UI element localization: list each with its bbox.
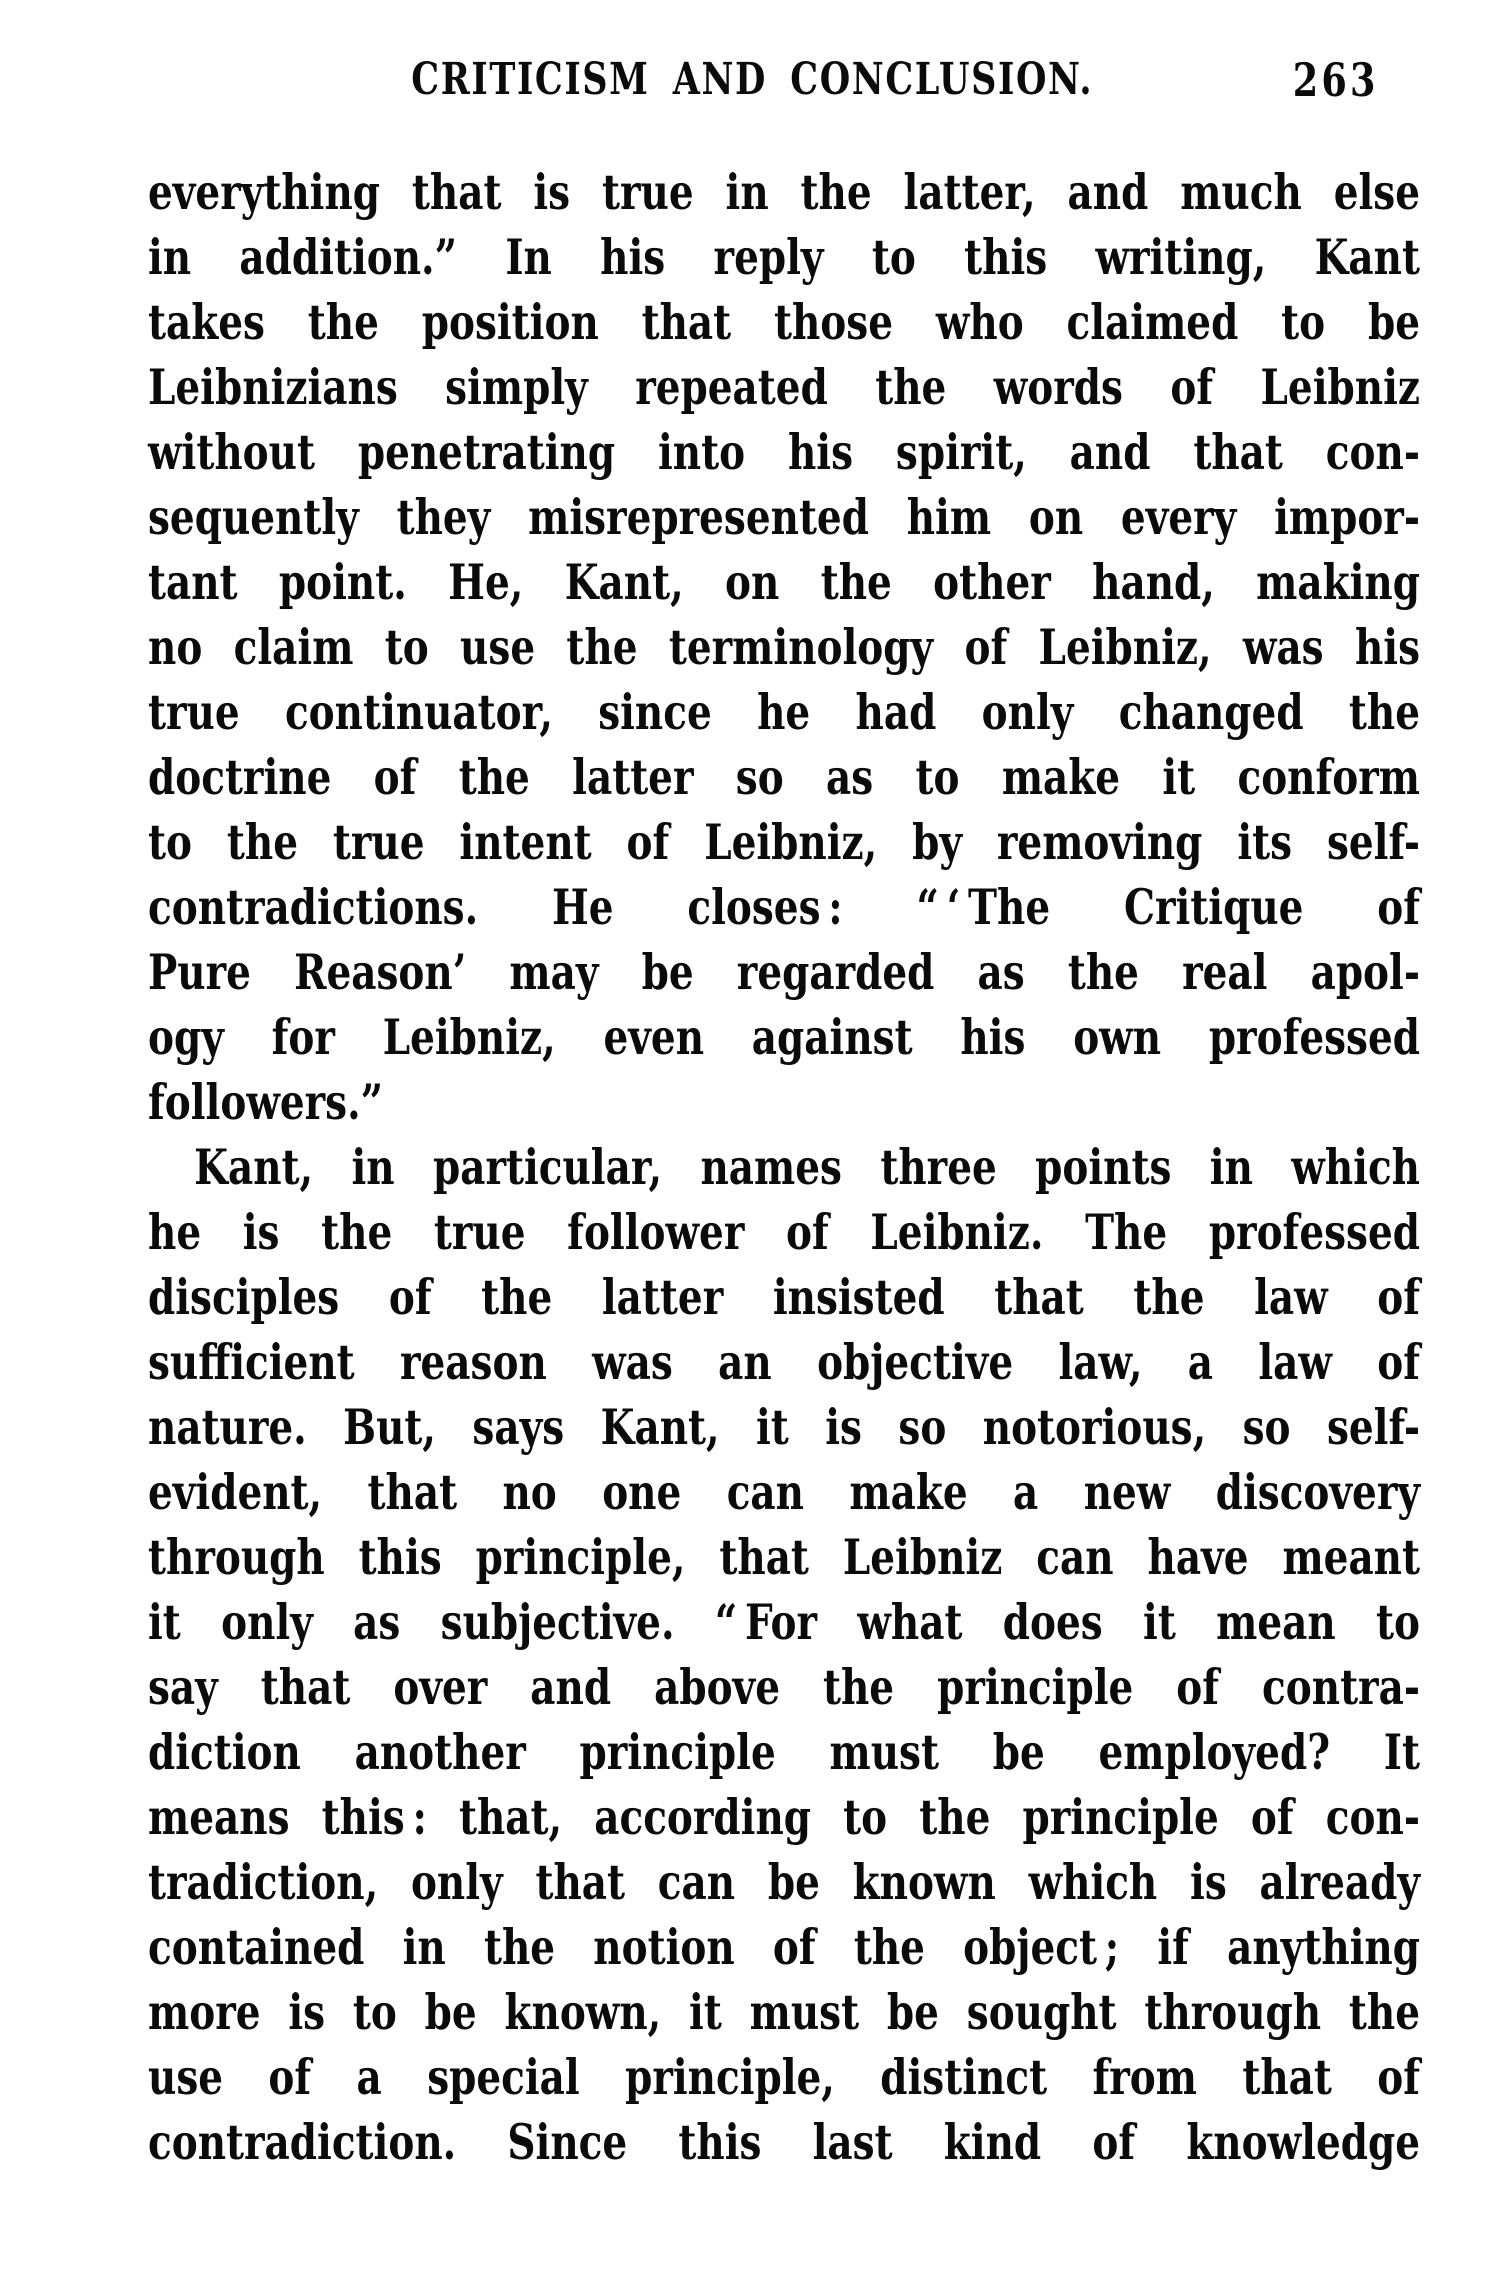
text-line: true continuator, since he had only changed the (148, 683, 1420, 741)
running-head-title: CRITICISM AND CONCLUSION. (411, 54, 1094, 105)
text-line: more is to be known, it must be sought through the (148, 1983, 1420, 2041)
page-body (148, 160, 1420, 2175)
text-line: tradiction, only that can be known which is already (148, 1853, 1420, 1911)
text-line: to the true intent of Leibniz, by removing its self- (148, 813, 1420, 871)
text-line: tant point. He, Kant, on the other hand, making (148, 553, 1420, 611)
text-line: ogy for Leibniz, even against his own professed (148, 1008, 1420, 1066)
text-line: contradiction. Since this last kind of knowledge (148, 2113, 1420, 2171)
running-header (148, 54, 1420, 110)
text-line: it only as subjective. “ For what does it mean to (148, 1593, 1420, 1651)
text-line: without penetrating into his spirit, and that con- (148, 423, 1420, 481)
text-line: contradictions. He closes : “ ‘ The Critique of (148, 878, 1420, 936)
text-line: sequently they misrepresented him on every impor- (148, 488, 1420, 546)
text-line: in addition.” In his reply to this writing, Kant (148, 228, 1420, 286)
text-line: means this : that, according to the principle of con- (148, 1788, 1420, 1846)
text-line: he is the true follower of Leibniz. The professed (148, 1203, 1420, 1261)
text-line: doctrine of the latter so as to make it conform (148, 748, 1420, 806)
paragraph-1 (148, 160, 1420, 1135)
text-line: Pure Reason’ may be regarded as the real apol- (148, 943, 1420, 1001)
text-line: Leibnizians simply repeated the words of Leibniz (148, 358, 1420, 416)
page-number: 263 (1292, 53, 1379, 107)
text-line: disciples of the latter insisted that the law of (148, 1268, 1420, 1326)
text-line: sufficient reason was an objective law, a law of (148, 1333, 1420, 1391)
text-line: say that over and above the principle of contra- (148, 1658, 1420, 1716)
text-line: evident, that no one can make a new discovery (148, 1463, 1420, 1521)
text-line: takes the position that those who claimed to be (148, 293, 1420, 351)
text-line: followers.” (148, 1073, 384, 1131)
paragraph-2 (148, 1135, 1420, 2175)
text-line: nature. But, says Kant, it is so notorious, so self- (148, 1398, 1420, 1456)
text-line: through this principle, that Leibniz can have meant (148, 1528, 1420, 1586)
text-line: everything that is true in the latter, and much else (148, 163, 1420, 221)
text-line: no claim to use the terminology of Leibniz, was his (148, 618, 1420, 676)
text-line: Kant, in particular, names three points in which (194, 1138, 1421, 1196)
text-line: contained in the notion of the object ; if anything (148, 1918, 1420, 1976)
text-line: diction another principle must be employed? It (148, 1723, 1420, 1781)
text-line: use of a special principle, distinct from that of (148, 2048, 1420, 2106)
